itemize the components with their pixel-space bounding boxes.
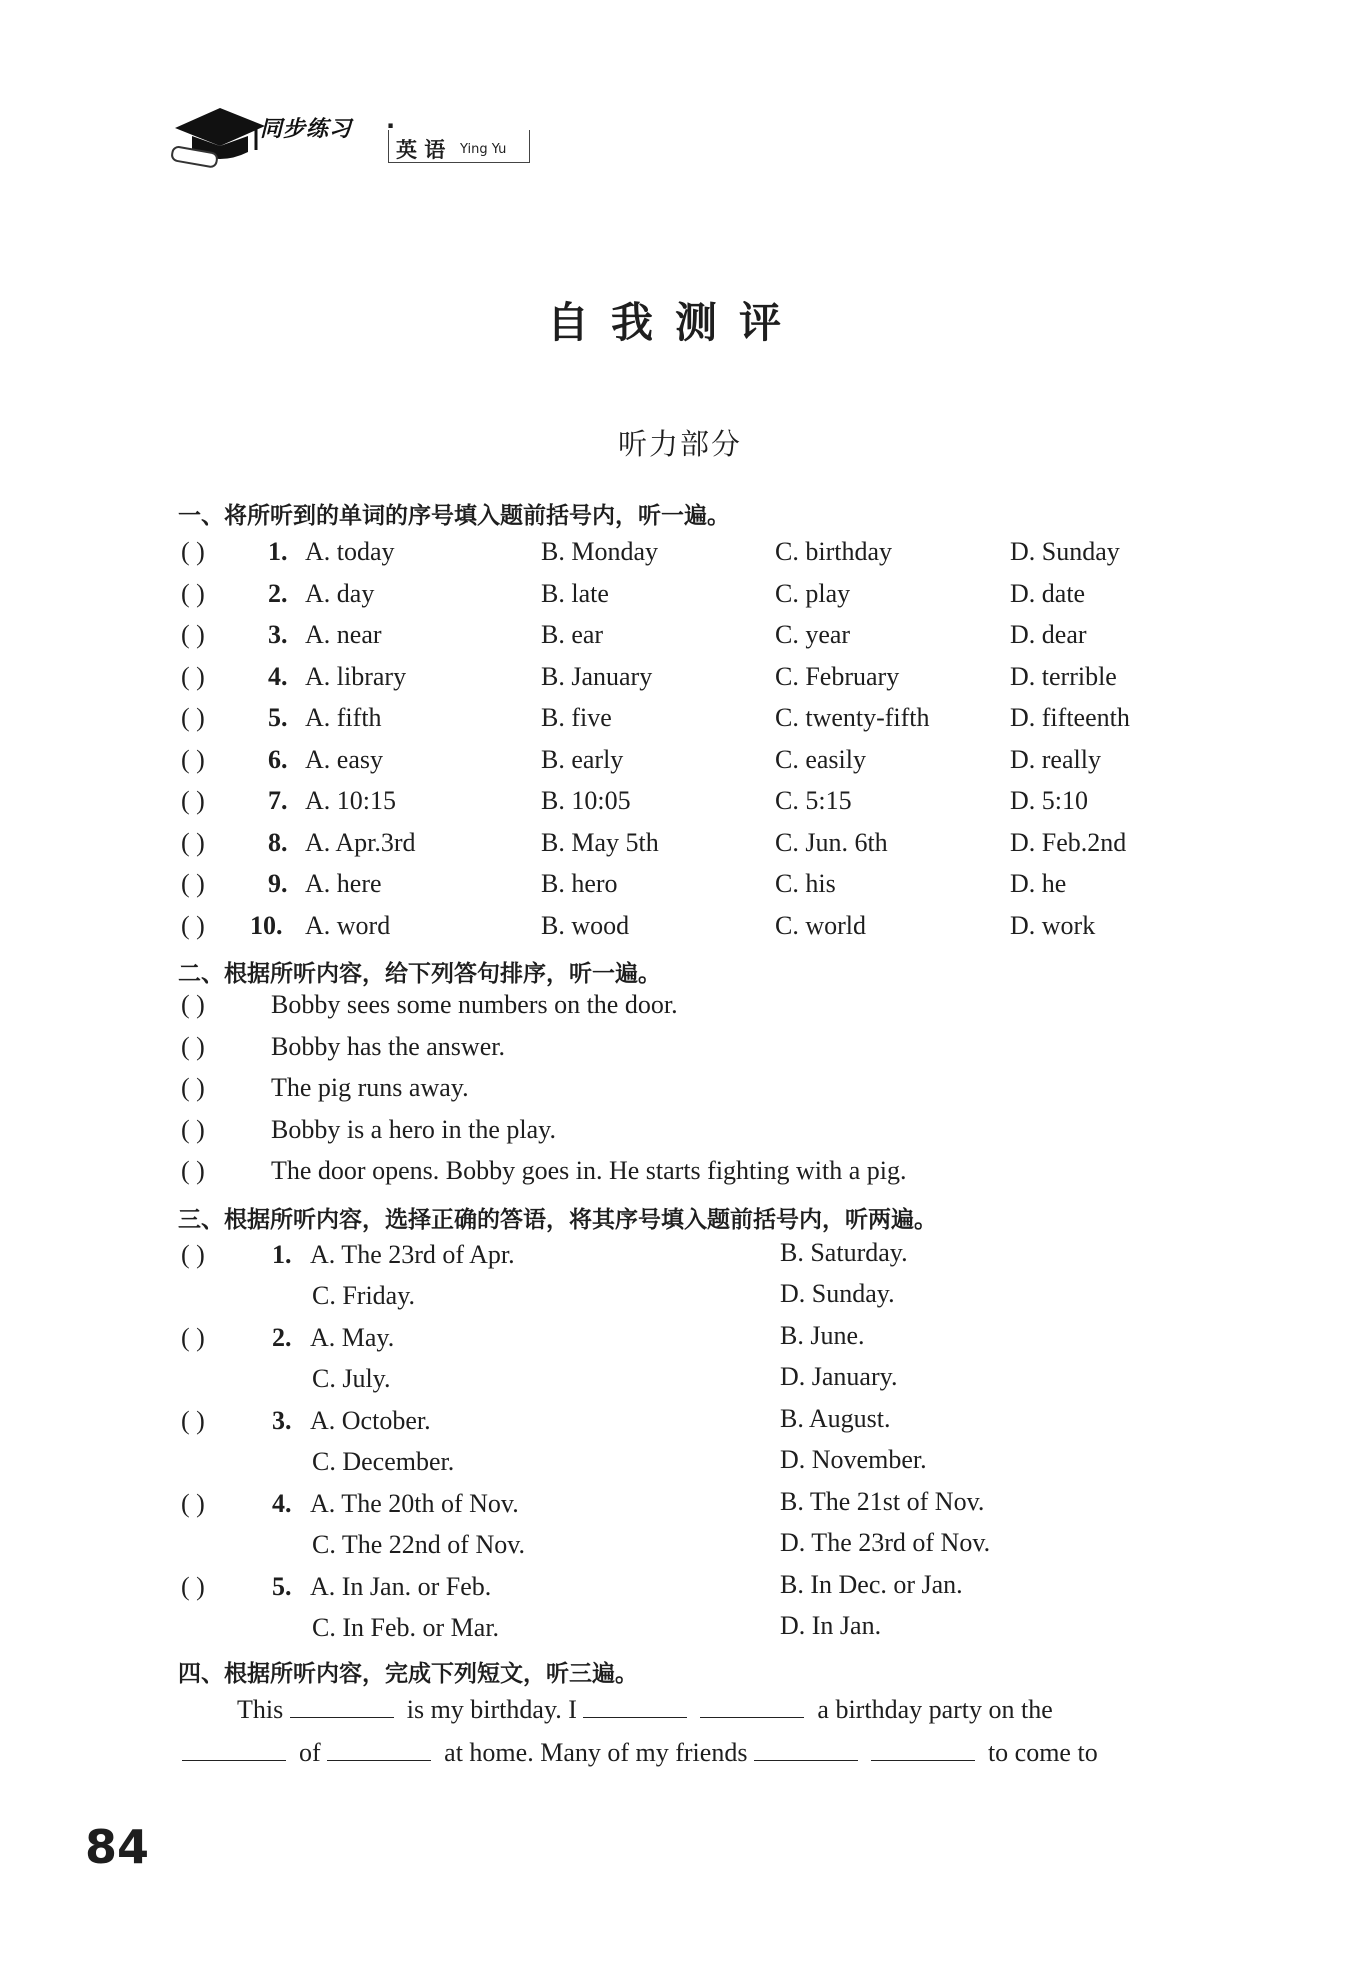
section1-item (0, 579, 1350, 619)
option-d: D. November. (780, 1445, 927, 1474)
option-c: C. February (775, 661, 900, 691)
option-d: D. The 23rd of Nov. (780, 1528, 991, 1557)
option-b: B. The 21st of Nov. (780, 1487, 985, 1516)
answer-bracket[interactable]: ( ) (181, 786, 205, 815)
item-number: 3. (268, 620, 288, 649)
option-c: C. The 22nd of Nov. (312, 1530, 526, 1559)
option-c: C. In Feb. or Mar. (312, 1613, 500, 1642)
item-number: 4. (268, 661, 288, 691)
answer-bracket[interactable]: ( ) (181, 744, 205, 774)
option-a: A. fifth (305, 703, 382, 732)
option-d: D. January. (780, 1362, 898, 1391)
page-title: 自我测评 (546, 298, 803, 347)
section1-item (0, 620, 1350, 660)
option-d: D. In Jan. (780, 1611, 882, 1640)
book-header (170, 100, 530, 180)
option-a: A. 10:15 (305, 786, 396, 815)
answer-bracket[interactable]: ( ) (181, 1156, 205, 1185)
option-c: C. birthday (775, 537, 892, 566)
answer-bracket[interactable]: ( ) (181, 1240, 205, 1269)
option-a: A. library (305, 661, 407, 691)
option-a: A. May. (310, 1323, 395, 1352)
answer-bracket[interactable]: ( ) (181, 578, 205, 608)
option-b: B. August. (780, 1404, 891, 1433)
option-a: A. Apr.3rd (305, 827, 416, 857)
answer-bracket[interactable]: ( ) (181, 869, 205, 898)
option-d: D. Sunday (1010, 537, 1120, 566)
option-b: B. ear (541, 620, 604, 649)
section3-heading: 三、根据所听内容，选择正确的答语，将其序号填入题前括号内，听两遍。 (178, 1207, 937, 1233)
option-c: C. Friday. (312, 1281, 416, 1310)
option-d: D. Feb.2nd (1010, 827, 1127, 857)
sentence: Bobby has the answer. (271, 1031, 505, 1061)
passage-text: of (299, 1738, 321, 1767)
blank[interactable] (182, 1738, 286, 1761)
item-number: 8. (268, 827, 288, 857)
item-number: 5. (268, 703, 288, 732)
answer-bracket[interactable]: ( ) (181, 703, 205, 732)
option-d: D. terrible (1010, 661, 1117, 691)
option-a: A. near (305, 620, 382, 649)
option-a: A. word (305, 910, 391, 940)
option-b: B. January (541, 661, 653, 691)
blank[interactable] (290, 1695, 394, 1718)
blank[interactable] (871, 1738, 975, 1761)
passage-text: a birthday party on the (817, 1695, 1053, 1724)
option-c: C. 5:15 (775, 786, 852, 815)
item-number: 7. (268, 786, 288, 815)
passage-text: to come to (987, 1738, 1098, 1767)
passage-line-1 (237, 1695, 1053, 1725)
sentence: Bobby is a hero in the play. (271, 1114, 556, 1144)
section1-item (0, 537, 1350, 577)
answer-bracket[interactable]: ( ) (181, 910, 205, 940)
option-c: C. year (775, 620, 851, 649)
page-number: 84 (85, 1820, 150, 1874)
item-number: 1. (268, 537, 288, 566)
blank[interactable] (754, 1738, 858, 1761)
option-a: A. here (305, 869, 382, 898)
option-d: D. dear (1010, 620, 1087, 649)
section1-item (0, 745, 1350, 785)
option-d: D. work (1010, 910, 1096, 940)
answer-bracket[interactable]: ( ) (181, 827, 205, 857)
option-d: D. 5:10 (1010, 786, 1088, 815)
option-b: B. wood (541, 910, 630, 940)
item-number: 5. (272, 1572, 292, 1601)
section1-item (0, 786, 1350, 826)
section1-item (0, 828, 1350, 868)
option-c: C. play (775, 578, 851, 608)
option-b: B. early (541, 744, 624, 774)
answer-bracket[interactable]: ( ) (181, 1114, 205, 1144)
option-b: B. 10:05 (541, 786, 631, 815)
item-number: 10. (250, 910, 283, 940)
item-number: 6. (268, 744, 288, 774)
option-a: A. The 23rd of Apr. (310, 1240, 515, 1269)
section2-heading: 二、根据所听内容，给下列答句排序，听一遍。 (178, 961, 661, 987)
answer-bracket[interactable]: ( ) (181, 1406, 205, 1435)
option-d: D. date (1010, 578, 1086, 608)
blank[interactable] (327, 1738, 431, 1761)
series-title: 同步练习 (260, 117, 353, 142)
blank[interactable] (700, 1695, 804, 1718)
option-b: B. Saturday. (780, 1238, 908, 1267)
option-c: C. Jun. 6th (775, 827, 888, 857)
option-b: B. June. (780, 1321, 865, 1350)
passage-text: is my birthday. I (406, 1695, 577, 1724)
option-c: C. his (775, 869, 836, 898)
section1-item (0, 869, 1350, 909)
item-number: 2. (272, 1323, 292, 1352)
item-number: 4. (272, 1489, 292, 1518)
passage-line-2 (182, 1738, 1098, 1768)
answer-bracket[interactable]: ( ) (181, 1073, 205, 1102)
option-a: A. The 20th of Nov. (310, 1489, 519, 1518)
option-a: A. October. (310, 1406, 431, 1435)
answer-bracket[interactable]: ( ) (181, 661, 205, 691)
answer-bracket[interactable]: ( ) (181, 990, 205, 1019)
option-b: B. In Dec. or Jan. (780, 1570, 963, 1599)
option-b: B. late (541, 578, 609, 608)
item-number: 3. (272, 1406, 292, 1435)
header-dot: · (386, 112, 396, 140)
item-number: 2. (268, 578, 288, 608)
graduation-cap-icon (170, 100, 270, 180)
option-a: A. today (305, 537, 395, 566)
section1-heading: 一、将所听到的单词的序号填入题前括号内，听一遍。 (178, 503, 730, 529)
option-d: D. really (1010, 744, 1101, 774)
answer-bracket[interactable]: ( ) (181, 1323, 205, 1352)
option-d: D. fifteenth (1010, 703, 1130, 732)
option-d: D. Sunday. (780, 1279, 895, 1308)
option-c: C. easily (775, 744, 866, 774)
section4-heading: 四、根据所听内容，完成下列短文，听三遍。 (178, 1661, 638, 1687)
section1-item (0, 911, 1350, 951)
sentence: The door opens. Bobby goes in. He starts fighting with a pig. (271, 1156, 907, 1185)
answer-bracket[interactable]: ( ) (181, 1572, 205, 1601)
option-c: C. world (775, 910, 866, 940)
blank[interactable] (583, 1695, 687, 1718)
section1-item (0, 703, 1350, 743)
sentence: Bobby sees some numbers on the door. (271, 990, 678, 1019)
option-b: B. five (541, 703, 612, 732)
option-c: C. July. (312, 1364, 391, 1393)
option-b: B. Monday (541, 537, 658, 566)
option-c: C. December. (312, 1447, 455, 1476)
passage-text: at home. Many of my friends (444, 1738, 748, 1767)
option-a: A. easy (305, 744, 383, 774)
answer-bracket[interactable]: ( ) (181, 537, 205, 566)
option-d: D. he (1010, 869, 1067, 898)
option-b: B. May 5th (541, 827, 659, 857)
item-number: 9. (268, 869, 288, 898)
option-a: A. day (305, 578, 375, 608)
option-c: C. twenty-fifth (775, 703, 930, 732)
option-a: A. In Jan. or Feb. (310, 1572, 492, 1601)
passage-text: This (237, 1695, 284, 1724)
answer-bracket[interactable]: ( ) (181, 1489, 205, 1518)
answer-bracket[interactable]: ( ) (181, 620, 205, 649)
subject-label: 英 语 (396, 138, 446, 162)
item-number: 1. (272, 1240, 292, 1269)
section1-item (0, 662, 1350, 702)
option-b: B. hero (541, 869, 618, 898)
answer-bracket[interactable]: ( ) (181, 1031, 205, 1061)
subject-pinyin: Ying Yu (460, 142, 507, 157)
sentence: The pig runs away. (271, 1073, 469, 1102)
page-subtitle: 听力部分 (617, 427, 742, 461)
